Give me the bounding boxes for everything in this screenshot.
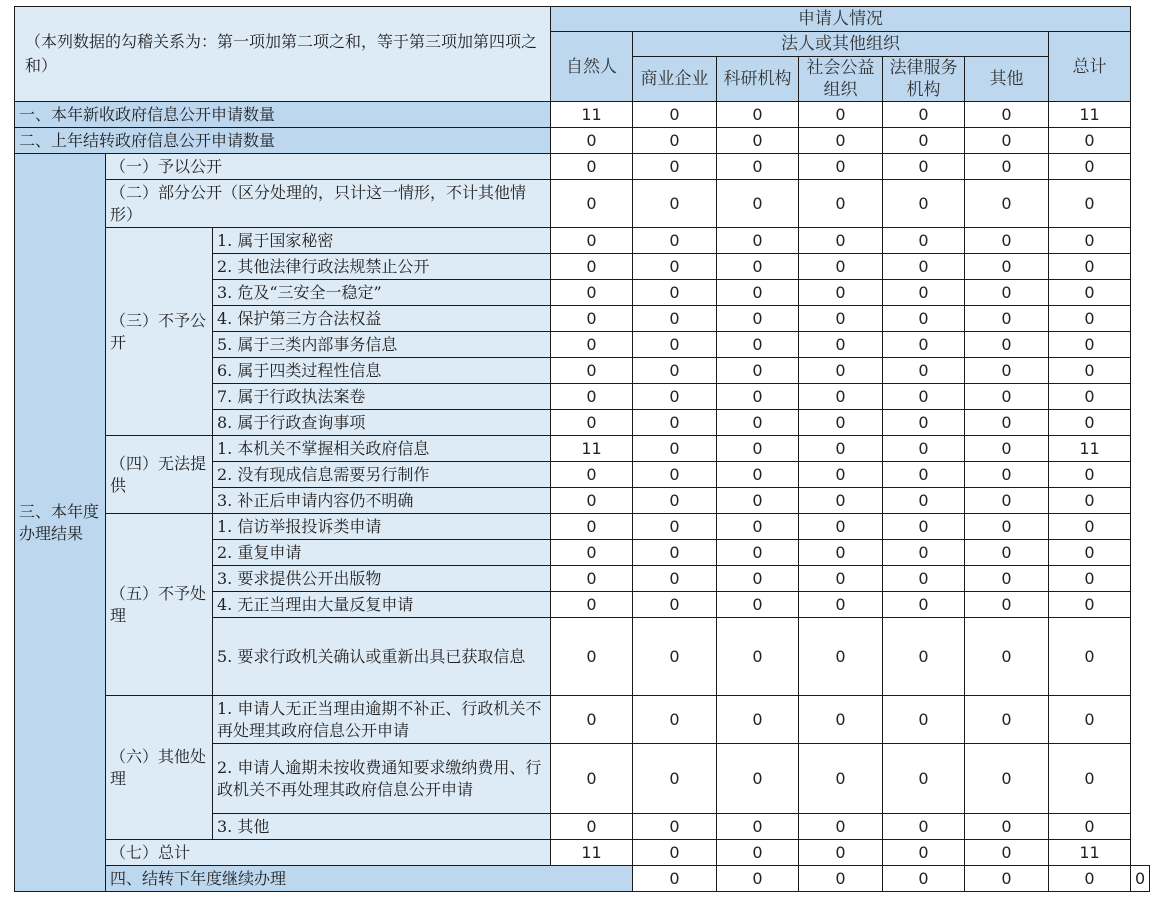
cell-value: 0 bbox=[1049, 462, 1131, 488]
cell-value: 0 bbox=[551, 462, 633, 488]
cell-value: 0 bbox=[883, 566, 965, 592]
cell-value: 0 bbox=[883, 358, 965, 384]
row-label: 4. 保护第三方合法权益 bbox=[213, 306, 551, 332]
cell-value: 0 bbox=[1049, 306, 1131, 332]
row-label: 5. 要求行政机关确认或重新出具已获取信息 bbox=[213, 618, 551, 696]
row-label: 1. 信访举报投诉类申请 bbox=[213, 514, 551, 540]
cell-value: 0 bbox=[883, 154, 965, 180]
cell-value: 0 bbox=[799, 332, 883, 358]
cell-value: 0 bbox=[883, 410, 965, 436]
cell-value: 0 bbox=[717, 128, 799, 154]
applicant-situation-header: 申请人情况 bbox=[551, 7, 1131, 32]
cell-value: 0 bbox=[1049, 358, 1131, 384]
row-label: （七）总计 bbox=[106, 840, 551, 866]
cell-value: 0 bbox=[799, 866, 883, 892]
cell-value: 0 bbox=[551, 306, 633, 332]
group-label-s4: （四）无法提供 bbox=[106, 436, 213, 514]
cell-value: 0 bbox=[633, 814, 717, 840]
cell-value: 0 bbox=[965, 128, 1049, 154]
cell-value: 0 bbox=[717, 514, 799, 540]
cell-value: 0 bbox=[1131, 866, 1150, 892]
cell-value: 0 bbox=[717, 592, 799, 618]
cell-value: 0 bbox=[965, 866, 1049, 892]
table-row bbox=[15, 696, 1150, 744]
cell-value: 0 bbox=[633, 592, 717, 618]
cell-value: 0 bbox=[717, 332, 799, 358]
business-header: 商业企业 bbox=[633, 57, 717, 102]
cell-value: 0 bbox=[633, 514, 717, 540]
cell-value: 0 bbox=[799, 566, 883, 592]
cell-value: 0 bbox=[1049, 384, 1131, 410]
cell-value: 0 bbox=[633, 180, 717, 228]
cell-value: 0 bbox=[1049, 696, 1131, 744]
natural-person-header: 自然人 bbox=[551, 32, 633, 102]
row-label: 一、本年新收政府信息公开申请数量 bbox=[15, 102, 551, 128]
cell-value: 0 bbox=[551, 228, 633, 254]
cell-value: 0 bbox=[717, 696, 799, 744]
cell-value: 0 bbox=[883, 280, 965, 306]
cell-value: 0 bbox=[1049, 566, 1131, 592]
cell-value: 0 bbox=[551, 566, 633, 592]
cell-value: 0 bbox=[551, 514, 633, 540]
cell-value: 11 bbox=[551, 436, 633, 462]
cell-value: 0 bbox=[633, 488, 717, 514]
law-header: 法律服务机构 bbox=[883, 57, 965, 102]
table-row bbox=[15, 180, 1150, 228]
row-label: （二）部分公开（区分处理的，只计这一情形，不计其他情形） bbox=[106, 180, 551, 228]
cell-value: 0 bbox=[717, 436, 799, 462]
cell-value: 0 bbox=[633, 866, 717, 892]
row-label: 3. 危及“三安全一稳定” bbox=[213, 280, 551, 306]
cell-value: 0 bbox=[717, 462, 799, 488]
cell-value: 0 bbox=[883, 488, 965, 514]
group-label-s3: （三）不予公开 bbox=[106, 228, 213, 436]
table-row bbox=[15, 866, 1150, 892]
cell-value: 11 bbox=[1049, 436, 1131, 462]
table-row bbox=[15, 102, 1150, 128]
cell-value: 0 bbox=[1049, 814, 1131, 840]
cell-value: 0 bbox=[965, 696, 1049, 744]
row-label: 3. 要求提供公开出版物 bbox=[213, 566, 551, 592]
cell-value: 0 bbox=[799, 128, 883, 154]
cell-value: 0 bbox=[1049, 744, 1131, 814]
cell-value: 0 bbox=[883, 332, 965, 358]
cell-value: 0 bbox=[551, 696, 633, 744]
cell-value: 0 bbox=[883, 180, 965, 228]
cell-value: 0 bbox=[799, 462, 883, 488]
cell-value: 0 bbox=[633, 696, 717, 744]
cell-value: 0 bbox=[551, 254, 633, 280]
cell-value: 0 bbox=[799, 228, 883, 254]
cell-value: 0 bbox=[551, 154, 633, 180]
cell-value: 0 bbox=[717, 410, 799, 436]
cell-value: 0 bbox=[717, 866, 799, 892]
row-label: 3. 其他 bbox=[213, 814, 551, 840]
cell-value: 0 bbox=[965, 514, 1049, 540]
cell-value: 0 bbox=[633, 744, 717, 814]
cell-value: 0 bbox=[965, 814, 1049, 840]
cell-value: 0 bbox=[883, 744, 965, 814]
cell-value: 0 bbox=[965, 462, 1049, 488]
cell-value: 0 bbox=[799, 540, 883, 566]
cell-value: 0 bbox=[551, 280, 633, 306]
cell-value: 0 bbox=[717, 102, 799, 128]
cell-value: 0 bbox=[965, 384, 1049, 410]
cell-value: 0 bbox=[799, 254, 883, 280]
cell-value: 0 bbox=[1049, 514, 1131, 540]
cell-value: 0 bbox=[965, 566, 1049, 592]
cell-value: 0 bbox=[1049, 254, 1131, 280]
cell-value: 0 bbox=[633, 462, 717, 488]
cell-value: 0 bbox=[965, 358, 1049, 384]
other-header: 其他 bbox=[965, 57, 1049, 102]
row-label: 2. 其他法律行政法规禁止公开 bbox=[213, 254, 551, 280]
cell-value: 0 bbox=[883, 696, 965, 744]
cell-value: 0 bbox=[633, 306, 717, 332]
cell-value: 0 bbox=[551, 384, 633, 410]
cell-value: 0 bbox=[965, 102, 1049, 128]
cell-value: 0 bbox=[965, 254, 1049, 280]
gov-info-disclosure-table bbox=[14, 6, 1150, 892]
cell-value: 0 bbox=[633, 228, 717, 254]
cell-value: 0 bbox=[633, 332, 717, 358]
cell-value: 0 bbox=[965, 180, 1049, 228]
cell-value: 0 bbox=[883, 102, 965, 128]
row-label: 四、结转下年度继续办理 bbox=[106, 866, 633, 892]
cell-value: 0 bbox=[799, 592, 883, 618]
section-3-label: 三、本年度办理结果 bbox=[15, 154, 106, 892]
cell-value: 0 bbox=[633, 102, 717, 128]
cell-value: 0 bbox=[551, 592, 633, 618]
cell-value: 0 bbox=[717, 566, 799, 592]
cell-value: 0 bbox=[717, 280, 799, 306]
cell-value: 0 bbox=[799, 102, 883, 128]
cell-value: 0 bbox=[883, 514, 965, 540]
cell-value: 0 bbox=[717, 618, 799, 696]
cell-value: 0 bbox=[883, 866, 965, 892]
cell-value: 0 bbox=[799, 384, 883, 410]
cell-value: 0 bbox=[1049, 332, 1131, 358]
cell-value: 0 bbox=[633, 128, 717, 154]
cell-value: 0 bbox=[551, 744, 633, 814]
cell-value: 0 bbox=[551, 814, 633, 840]
cell-value: 0 bbox=[965, 154, 1049, 180]
cell-value: 0 bbox=[799, 180, 883, 228]
cell-value: 0 bbox=[1049, 410, 1131, 436]
row-label: 1. 申请人无正当理由逾期不补正、行政机关不再处理其政府信息公开申请 bbox=[213, 696, 551, 744]
cell-value: 0 bbox=[717, 228, 799, 254]
row-label: 2. 重复申请 bbox=[213, 540, 551, 566]
cell-value: 0 bbox=[717, 744, 799, 814]
cell-value: 0 bbox=[633, 358, 717, 384]
cell-value: 11 bbox=[1049, 840, 1131, 866]
cell-value: 0 bbox=[633, 840, 717, 866]
cell-value: 0 bbox=[965, 592, 1049, 618]
research-header: 科研机构 bbox=[717, 57, 799, 102]
table-row bbox=[15, 228, 1150, 254]
row-label: 7. 属于行政执法案卷 bbox=[213, 384, 551, 410]
cell-value: 0 bbox=[717, 254, 799, 280]
cell-value: 0 bbox=[883, 128, 965, 154]
cell-value: 0 bbox=[551, 488, 633, 514]
row-label: （一）予以公开 bbox=[106, 154, 551, 180]
cell-value: 0 bbox=[965, 840, 1049, 866]
cell-value: 0 bbox=[965, 436, 1049, 462]
row-label: 5. 属于三类内部事务信息 bbox=[213, 332, 551, 358]
cell-value: 0 bbox=[965, 618, 1049, 696]
row-label: 6. 属于四类过程性信息 bbox=[213, 358, 551, 384]
cell-value: 0 bbox=[633, 254, 717, 280]
cell-value: 0 bbox=[799, 410, 883, 436]
row-label: 2. 没有现成信息需要另行制作 bbox=[213, 462, 551, 488]
cell-value: 0 bbox=[883, 462, 965, 488]
cell-value: 0 bbox=[717, 540, 799, 566]
cell-value: 0 bbox=[551, 358, 633, 384]
cell-value: 0 bbox=[799, 840, 883, 866]
cell-value: 0 bbox=[799, 696, 883, 744]
cell-value: 0 bbox=[717, 814, 799, 840]
cell-value: 0 bbox=[633, 436, 717, 462]
cell-value: 0 bbox=[883, 814, 965, 840]
table-row bbox=[15, 514, 1150, 540]
cell-value: 0 bbox=[1049, 154, 1131, 180]
cell-value: 0 bbox=[551, 410, 633, 436]
cell-value: 0 bbox=[551, 128, 633, 154]
cell-value: 0 bbox=[799, 280, 883, 306]
cell-value: 0 bbox=[799, 514, 883, 540]
cell-value: 0 bbox=[883, 592, 965, 618]
cell-value: 0 bbox=[1049, 228, 1131, 254]
cell-value: 0 bbox=[633, 566, 717, 592]
cell-value: 0 bbox=[883, 840, 965, 866]
table-row bbox=[15, 154, 1150, 180]
cell-value: 0 bbox=[1049, 540, 1131, 566]
cell-value: 0 bbox=[551, 540, 633, 566]
row-label: 3. 补正后申请内容仍不明确 bbox=[213, 488, 551, 514]
row-label: 1. 属于国家秘密 bbox=[213, 228, 551, 254]
cell-value: 0 bbox=[1049, 618, 1131, 696]
row-label: 8. 属于行政查询事项 bbox=[213, 410, 551, 436]
cell-value: 0 bbox=[965, 228, 1049, 254]
cell-value: 0 bbox=[799, 154, 883, 180]
table-row bbox=[15, 436, 1150, 462]
cell-value: 0 bbox=[717, 154, 799, 180]
cell-value: 0 bbox=[1049, 866, 1131, 892]
cell-value: 0 bbox=[551, 618, 633, 696]
cell-value: 11 bbox=[1049, 102, 1131, 128]
cell-value: 0 bbox=[633, 618, 717, 696]
table-row bbox=[15, 840, 1150, 866]
cell-value: 0 bbox=[883, 384, 965, 410]
cell-value: 0 bbox=[1049, 592, 1131, 618]
cell-value: 0 bbox=[883, 306, 965, 332]
cell-value: 0 bbox=[799, 744, 883, 814]
cell-value: 0 bbox=[965, 488, 1049, 514]
cell-value: 0 bbox=[717, 306, 799, 332]
cell-value: 11 bbox=[551, 102, 633, 128]
cell-value: 0 bbox=[1049, 280, 1131, 306]
cell-value: 0 bbox=[717, 358, 799, 384]
cell-value: 0 bbox=[965, 306, 1049, 332]
cell-value: 0 bbox=[799, 488, 883, 514]
cell-value: 0 bbox=[633, 280, 717, 306]
cell-value: 0 bbox=[799, 306, 883, 332]
cell-value: 0 bbox=[799, 814, 883, 840]
cell-value: 0 bbox=[717, 488, 799, 514]
group-label-s6: （六）其他处理 bbox=[106, 696, 213, 840]
cell-value: 0 bbox=[633, 540, 717, 566]
cell-value: 0 bbox=[717, 384, 799, 410]
cell-value: 0 bbox=[551, 180, 633, 228]
cell-value: 0 bbox=[883, 540, 965, 566]
cell-value: 0 bbox=[965, 540, 1049, 566]
cell-value: 0 bbox=[799, 618, 883, 696]
cell-value: 0 bbox=[1049, 180, 1131, 228]
cell-value: 0 bbox=[883, 618, 965, 696]
cell-value: 0 bbox=[965, 410, 1049, 436]
cell-value: 0 bbox=[717, 840, 799, 866]
cell-value: 0 bbox=[883, 228, 965, 254]
row-label: 1. 本机关不掌握相关政府信息 bbox=[213, 436, 551, 462]
cell-value: 0 bbox=[1049, 488, 1131, 514]
cell-value: 0 bbox=[551, 332, 633, 358]
cell-value: 0 bbox=[965, 744, 1049, 814]
cell-value: 0 bbox=[883, 436, 965, 462]
cell-value: 0 bbox=[965, 280, 1049, 306]
table-note: （本列数据的勾稽关系为：第一项加第二项之和，等于第三项加第四项之和） bbox=[15, 7, 551, 102]
cell-value: 0 bbox=[883, 254, 965, 280]
cell-value: 0 bbox=[633, 384, 717, 410]
cell-value: 11 bbox=[551, 840, 633, 866]
social-header: 社会公益组织 bbox=[799, 57, 883, 102]
row-label: 4. 无正当理由大量反复申请 bbox=[213, 592, 551, 618]
cell-value: 0 bbox=[965, 332, 1049, 358]
cell-value: 0 bbox=[633, 410, 717, 436]
legal-group-header: 法人或其他组织 bbox=[633, 32, 1049, 57]
cell-value: 0 bbox=[1049, 128, 1131, 154]
table-row bbox=[15, 128, 1150, 154]
cell-value: 0 bbox=[799, 436, 883, 462]
cell-value: 0 bbox=[633, 154, 717, 180]
group-label-s5: （五）不予处理 bbox=[106, 514, 213, 696]
row-label: 二、上年结转政府信息公开申请数量 bbox=[15, 128, 551, 154]
row-label: 2. 申请人逾期未按收费通知要求缴纳费用、行政机关不再处理其政府信息公开申请 bbox=[213, 744, 551, 814]
total-header: 总计 bbox=[1049, 32, 1131, 102]
cell-value: 0 bbox=[799, 358, 883, 384]
cell-value: 0 bbox=[717, 180, 799, 228]
